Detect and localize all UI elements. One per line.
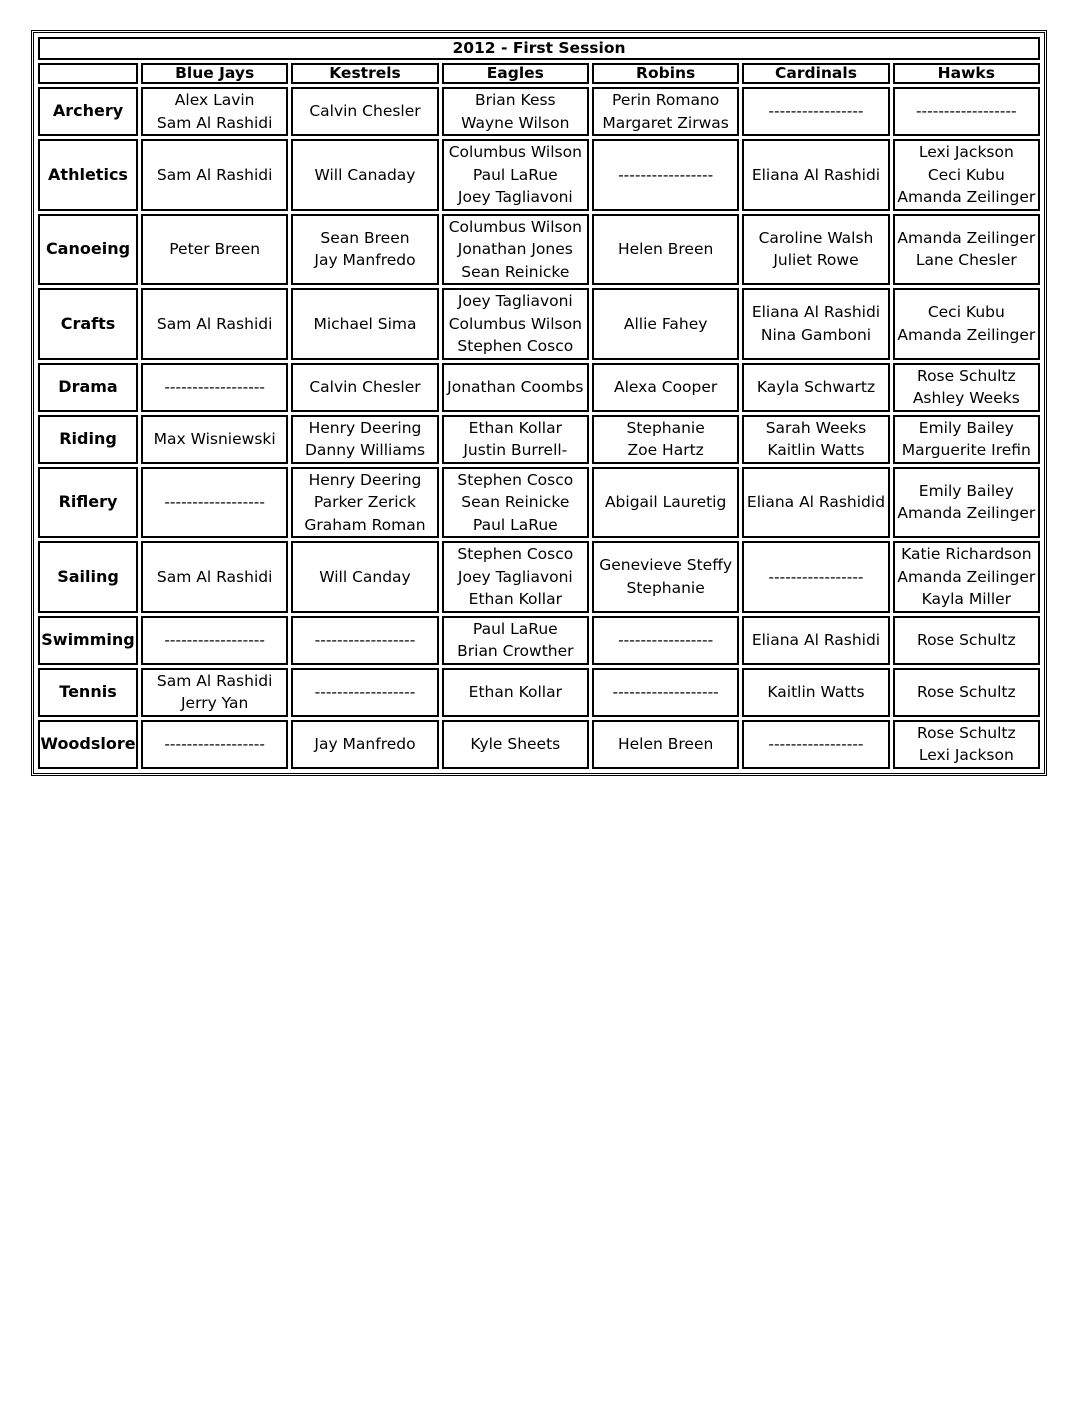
counselor-name: Parker Zerick xyxy=(313,493,417,511)
counselor-name: Katie Richardson xyxy=(901,545,1032,563)
assignment-cell xyxy=(141,415,288,464)
assignment-cell xyxy=(442,87,589,136)
counselor-name: Perin Romano xyxy=(612,91,720,109)
counselor-name: ----------------- xyxy=(618,165,714,184)
counselor-name: Jerry Yan xyxy=(180,694,249,712)
counselor-name: Sam Al Rashidi xyxy=(156,671,273,690)
counselor-name: Stephen Cosco xyxy=(457,545,574,563)
activity-label: Woodslore xyxy=(38,720,138,769)
counselor-name: Wayne Wilson xyxy=(461,113,570,132)
assignment-cell xyxy=(442,616,589,665)
counselor-name: Calvin Chesler xyxy=(309,102,421,121)
counselor-name: Joey Tagliavoni xyxy=(457,188,573,206)
assignment-cell xyxy=(592,288,739,360)
counselor-name: Helen Breen xyxy=(617,734,714,753)
counselor-name: Eliana Al Rashidi xyxy=(751,165,881,184)
counselor-name: Columbus Wilson xyxy=(448,314,582,333)
counselor-name: Ceci Kubu xyxy=(927,165,1005,184)
assignment-cell xyxy=(893,214,1040,286)
counselor-name: Kaitlin Watts xyxy=(767,441,865,459)
counselor-name: Kaitlin Watts xyxy=(767,682,865,701)
counselor-name: Sean Reinicke xyxy=(461,493,570,511)
table-row xyxy=(38,467,1040,539)
assignment-cell xyxy=(141,288,288,360)
activity-label: Crafts xyxy=(38,288,138,360)
assignment-cell xyxy=(442,415,589,464)
counselor-name: Eliana Al Rashidi xyxy=(751,630,881,649)
counselor-name: ------------------ xyxy=(164,630,265,649)
activity-label: Drama xyxy=(38,363,138,412)
counselor-name: Brian Kess xyxy=(474,91,556,109)
assignment-cell xyxy=(291,467,438,539)
assignment-cell xyxy=(742,541,889,613)
counselor-name: ------------------ xyxy=(314,630,416,649)
activity-label: Canoeing xyxy=(38,214,138,286)
counselor-name: Rose Schultz xyxy=(917,630,1016,649)
assignment-cell xyxy=(592,541,739,613)
assignment-cell xyxy=(141,363,288,412)
assignment-cell xyxy=(893,87,1040,136)
counselor-name: Ashley Weeks xyxy=(912,389,1020,407)
assignment-cell xyxy=(742,139,889,211)
assignment-cell xyxy=(592,87,739,136)
assignment-cell xyxy=(592,720,739,769)
assignment-cell xyxy=(291,363,438,412)
counselor-name: Sean Reinicke xyxy=(461,262,570,281)
table-row xyxy=(38,415,1040,464)
counselor-name: Sam Al Rashidi xyxy=(156,113,273,132)
assignment-cell xyxy=(592,415,739,464)
counselor-name: Allie Fahey xyxy=(623,314,708,333)
counselor-name: Columbus Wilson xyxy=(448,143,582,161)
table-row xyxy=(38,363,1040,412)
assignment-cell xyxy=(742,363,889,412)
table-row xyxy=(38,288,1040,360)
counselor-name: Alexa Cooper xyxy=(613,377,718,396)
assignment-cell xyxy=(893,288,1040,360)
assignment-cell xyxy=(893,467,1040,539)
counselor-name: Jonathan Jones xyxy=(457,240,573,258)
counselor-name: Emily Bailey xyxy=(918,418,1014,437)
assignment-cell xyxy=(742,288,889,360)
counselor-name: Sam Al Rashidi xyxy=(156,567,273,586)
counselor-name: Margaret Zirwas xyxy=(602,113,729,132)
table-row xyxy=(38,214,1040,286)
counselor-name: Juliet Rowe xyxy=(773,251,859,270)
counselor-name: Paul LaRue xyxy=(472,619,558,638)
assignment-cell xyxy=(291,87,438,136)
header-row xyxy=(38,63,1040,84)
counselor-name: Stephanie xyxy=(626,418,705,437)
assignment-cell xyxy=(442,139,589,211)
activity-label: Archery xyxy=(38,87,138,136)
counselor-name: Alex Lavin xyxy=(174,91,255,109)
table-row xyxy=(38,668,1040,717)
assignment-cell xyxy=(893,720,1040,769)
counselor-name: ------------------ xyxy=(164,734,265,753)
counselor-name: Graham Roman xyxy=(304,515,426,534)
assignment-cell xyxy=(442,288,589,360)
counselor-name: Ethan Kollar xyxy=(468,418,562,437)
assignment-cell xyxy=(893,415,1040,464)
counselor-name: Stephen Cosco xyxy=(457,337,574,355)
header-team: Robins xyxy=(592,63,739,84)
assignment-cell xyxy=(442,467,589,539)
counselor-name: ----------------- xyxy=(768,102,864,121)
assignment-cell xyxy=(442,363,589,412)
assignment-cell xyxy=(291,288,438,360)
counselor-name: Peter Breen xyxy=(169,240,261,258)
activity-label: Tennis xyxy=(38,668,138,717)
assignment-cell xyxy=(291,139,438,211)
counselor-name: Amanda Zeilinger xyxy=(897,188,1036,206)
counselor-name: ------------------ xyxy=(164,493,265,511)
counselor-name: Zoe Hartz xyxy=(627,441,704,459)
corner-cell xyxy=(38,63,138,84)
table-row xyxy=(38,541,1040,613)
counselor-name: Amanda Zeilinger xyxy=(897,504,1036,523)
counselor-name: Will Canaday xyxy=(314,165,416,184)
assignment-cell xyxy=(592,214,739,286)
assignment-cell xyxy=(592,139,739,211)
counselor-name: Justin Burrell- xyxy=(463,441,568,459)
counselor-name: Emily Bailey xyxy=(918,481,1014,500)
counselor-name: Lexi Jackson xyxy=(918,143,1014,161)
counselor-name: Eliana Al Rashidid xyxy=(746,493,886,511)
counselor-name: Max Wisniewski xyxy=(153,429,276,448)
counselor-name: Sean Breen xyxy=(320,228,410,247)
counselor-name: Ethan Kollar xyxy=(468,590,562,608)
counselor-name: Helen Breen xyxy=(617,240,714,258)
assignment-cell xyxy=(141,541,288,613)
counselor-name: Jay Manfredo xyxy=(314,251,416,270)
assignment-cell xyxy=(893,541,1040,613)
assignment-cell xyxy=(893,139,1040,211)
table-row xyxy=(38,720,1040,769)
header-team: Hawks xyxy=(893,63,1040,84)
counselor-name: ----------------- xyxy=(618,630,714,649)
counselor-name: Sarah Weeks xyxy=(765,418,867,437)
table-row xyxy=(38,87,1040,136)
counselor-name: ----------------- xyxy=(768,567,864,586)
counselor-name: Amanda Zeilinger xyxy=(897,567,1036,586)
assignment-cell xyxy=(592,467,739,539)
counselor-name: Abigail Lauretig xyxy=(604,493,727,511)
counselor-name: Caroline Walsh xyxy=(758,228,874,247)
assignment-cell xyxy=(291,214,438,286)
schedule-table xyxy=(35,34,1043,772)
assignment-cell xyxy=(592,616,739,665)
assignment-cell xyxy=(141,467,288,539)
assignment-cell xyxy=(442,214,589,286)
counselor-name: Sam Al Rashidi xyxy=(156,314,273,333)
counselor-name: ----------------- xyxy=(768,734,864,753)
counselor-name: Calvin Chesler xyxy=(309,377,421,396)
schedule-sheet xyxy=(31,30,1047,776)
table-title: 2012 - First Session xyxy=(38,37,1040,60)
counselor-name: Sam Al Rashidi xyxy=(156,165,273,184)
header-team: Eagles xyxy=(442,63,589,84)
counselor-name: Stephen Cosco xyxy=(457,470,574,489)
counselor-name: ------------------- xyxy=(612,682,719,701)
counselor-name: Genevieve Steffy xyxy=(599,556,733,575)
counselor-name: Eliana Al Rashidi xyxy=(751,303,881,322)
assignment-cell xyxy=(141,214,288,286)
counselor-name: Brian Crowther xyxy=(457,642,574,660)
activity-label: Swimming xyxy=(38,616,138,665)
counselor-name: Jay Manfredo xyxy=(314,734,416,753)
assignment-cell xyxy=(442,668,589,717)
assignment-cell xyxy=(742,616,889,665)
assignment-cell xyxy=(442,720,589,769)
assignment-cell xyxy=(893,668,1040,717)
counselor-name: ------------------ xyxy=(915,102,1017,121)
counselor-name: Marguerite Irefin xyxy=(901,441,1031,459)
counselor-name: Danny Williams xyxy=(304,441,426,459)
counselor-name: Joey Tagliavoni xyxy=(457,567,573,586)
table-row xyxy=(38,139,1040,211)
activity-label: Riflery xyxy=(38,467,138,539)
counselor-name: Joey Tagliavoni xyxy=(457,292,573,310)
counselor-name: Henry Deering xyxy=(308,418,422,437)
assignment-cell xyxy=(291,541,438,613)
counselor-name: Kayla Schwartz xyxy=(756,377,876,396)
assignment-cell xyxy=(893,363,1040,412)
table-row xyxy=(38,616,1040,665)
counselor-name: Lexi Jackson xyxy=(918,746,1014,764)
counselor-name: Stephanie xyxy=(626,578,705,597)
counselor-name: Ethan Kollar xyxy=(468,682,562,701)
counselor-name: Kayla Miller xyxy=(921,590,1012,608)
header-team: Blue Jays xyxy=(141,63,288,84)
assignment-cell xyxy=(141,616,288,665)
counselor-name: Will Canday xyxy=(319,567,411,586)
counselor-name: ------------------ xyxy=(314,682,416,701)
assignment-cell xyxy=(592,668,739,717)
assignment-cell xyxy=(742,87,889,136)
counselor-name: Henry Deering xyxy=(308,470,422,489)
counselor-name: Michael Sima xyxy=(313,314,417,333)
assignment-cell xyxy=(141,668,288,717)
assignment-cell xyxy=(291,668,438,717)
assignment-cell xyxy=(893,616,1040,665)
assignment-cell xyxy=(742,467,889,539)
counselor-name: Paul LaRue xyxy=(472,515,558,534)
activity-label: Riding xyxy=(38,415,138,464)
counselor-name: Rose Schultz xyxy=(917,366,1016,385)
activity-label: Athletics xyxy=(38,139,138,211)
header-team: Kestrels xyxy=(291,63,438,84)
counselor-name: Ceci Kubu xyxy=(927,303,1005,322)
counselor-name: Amanda Zeilinger xyxy=(897,325,1036,344)
counselor-name: Jonathan Coombs xyxy=(447,377,584,396)
assignment-cell xyxy=(291,415,438,464)
counselor-name: Columbus Wilson xyxy=(448,217,582,236)
assignment-cell xyxy=(742,214,889,286)
counselor-name: Nina Gamboni xyxy=(760,325,872,344)
counselor-name: Kyle Sheets xyxy=(470,734,561,753)
counselor-name: Rose Schultz xyxy=(917,723,1016,742)
assignment-cell xyxy=(141,139,288,211)
header-team: Cardinals xyxy=(742,63,889,84)
assignment-cell xyxy=(141,87,288,136)
assignment-cell xyxy=(592,363,739,412)
assignment-cell xyxy=(742,668,889,717)
counselor-name: Rose Schultz xyxy=(917,682,1016,701)
assignment-cell xyxy=(742,415,889,464)
assignment-cell xyxy=(141,720,288,769)
assignment-cell xyxy=(742,720,889,769)
counselor-name: ------------------ xyxy=(164,377,265,396)
assignment-cell xyxy=(291,616,438,665)
counselor-name: Amanda Zeilinger xyxy=(897,228,1036,247)
counselor-name: Lane Chesler xyxy=(915,251,1017,270)
assignment-cell xyxy=(442,541,589,613)
activity-label: Sailing xyxy=(38,541,138,613)
counselor-name: Paul LaRue xyxy=(472,165,558,184)
assignment-cell xyxy=(291,720,438,769)
